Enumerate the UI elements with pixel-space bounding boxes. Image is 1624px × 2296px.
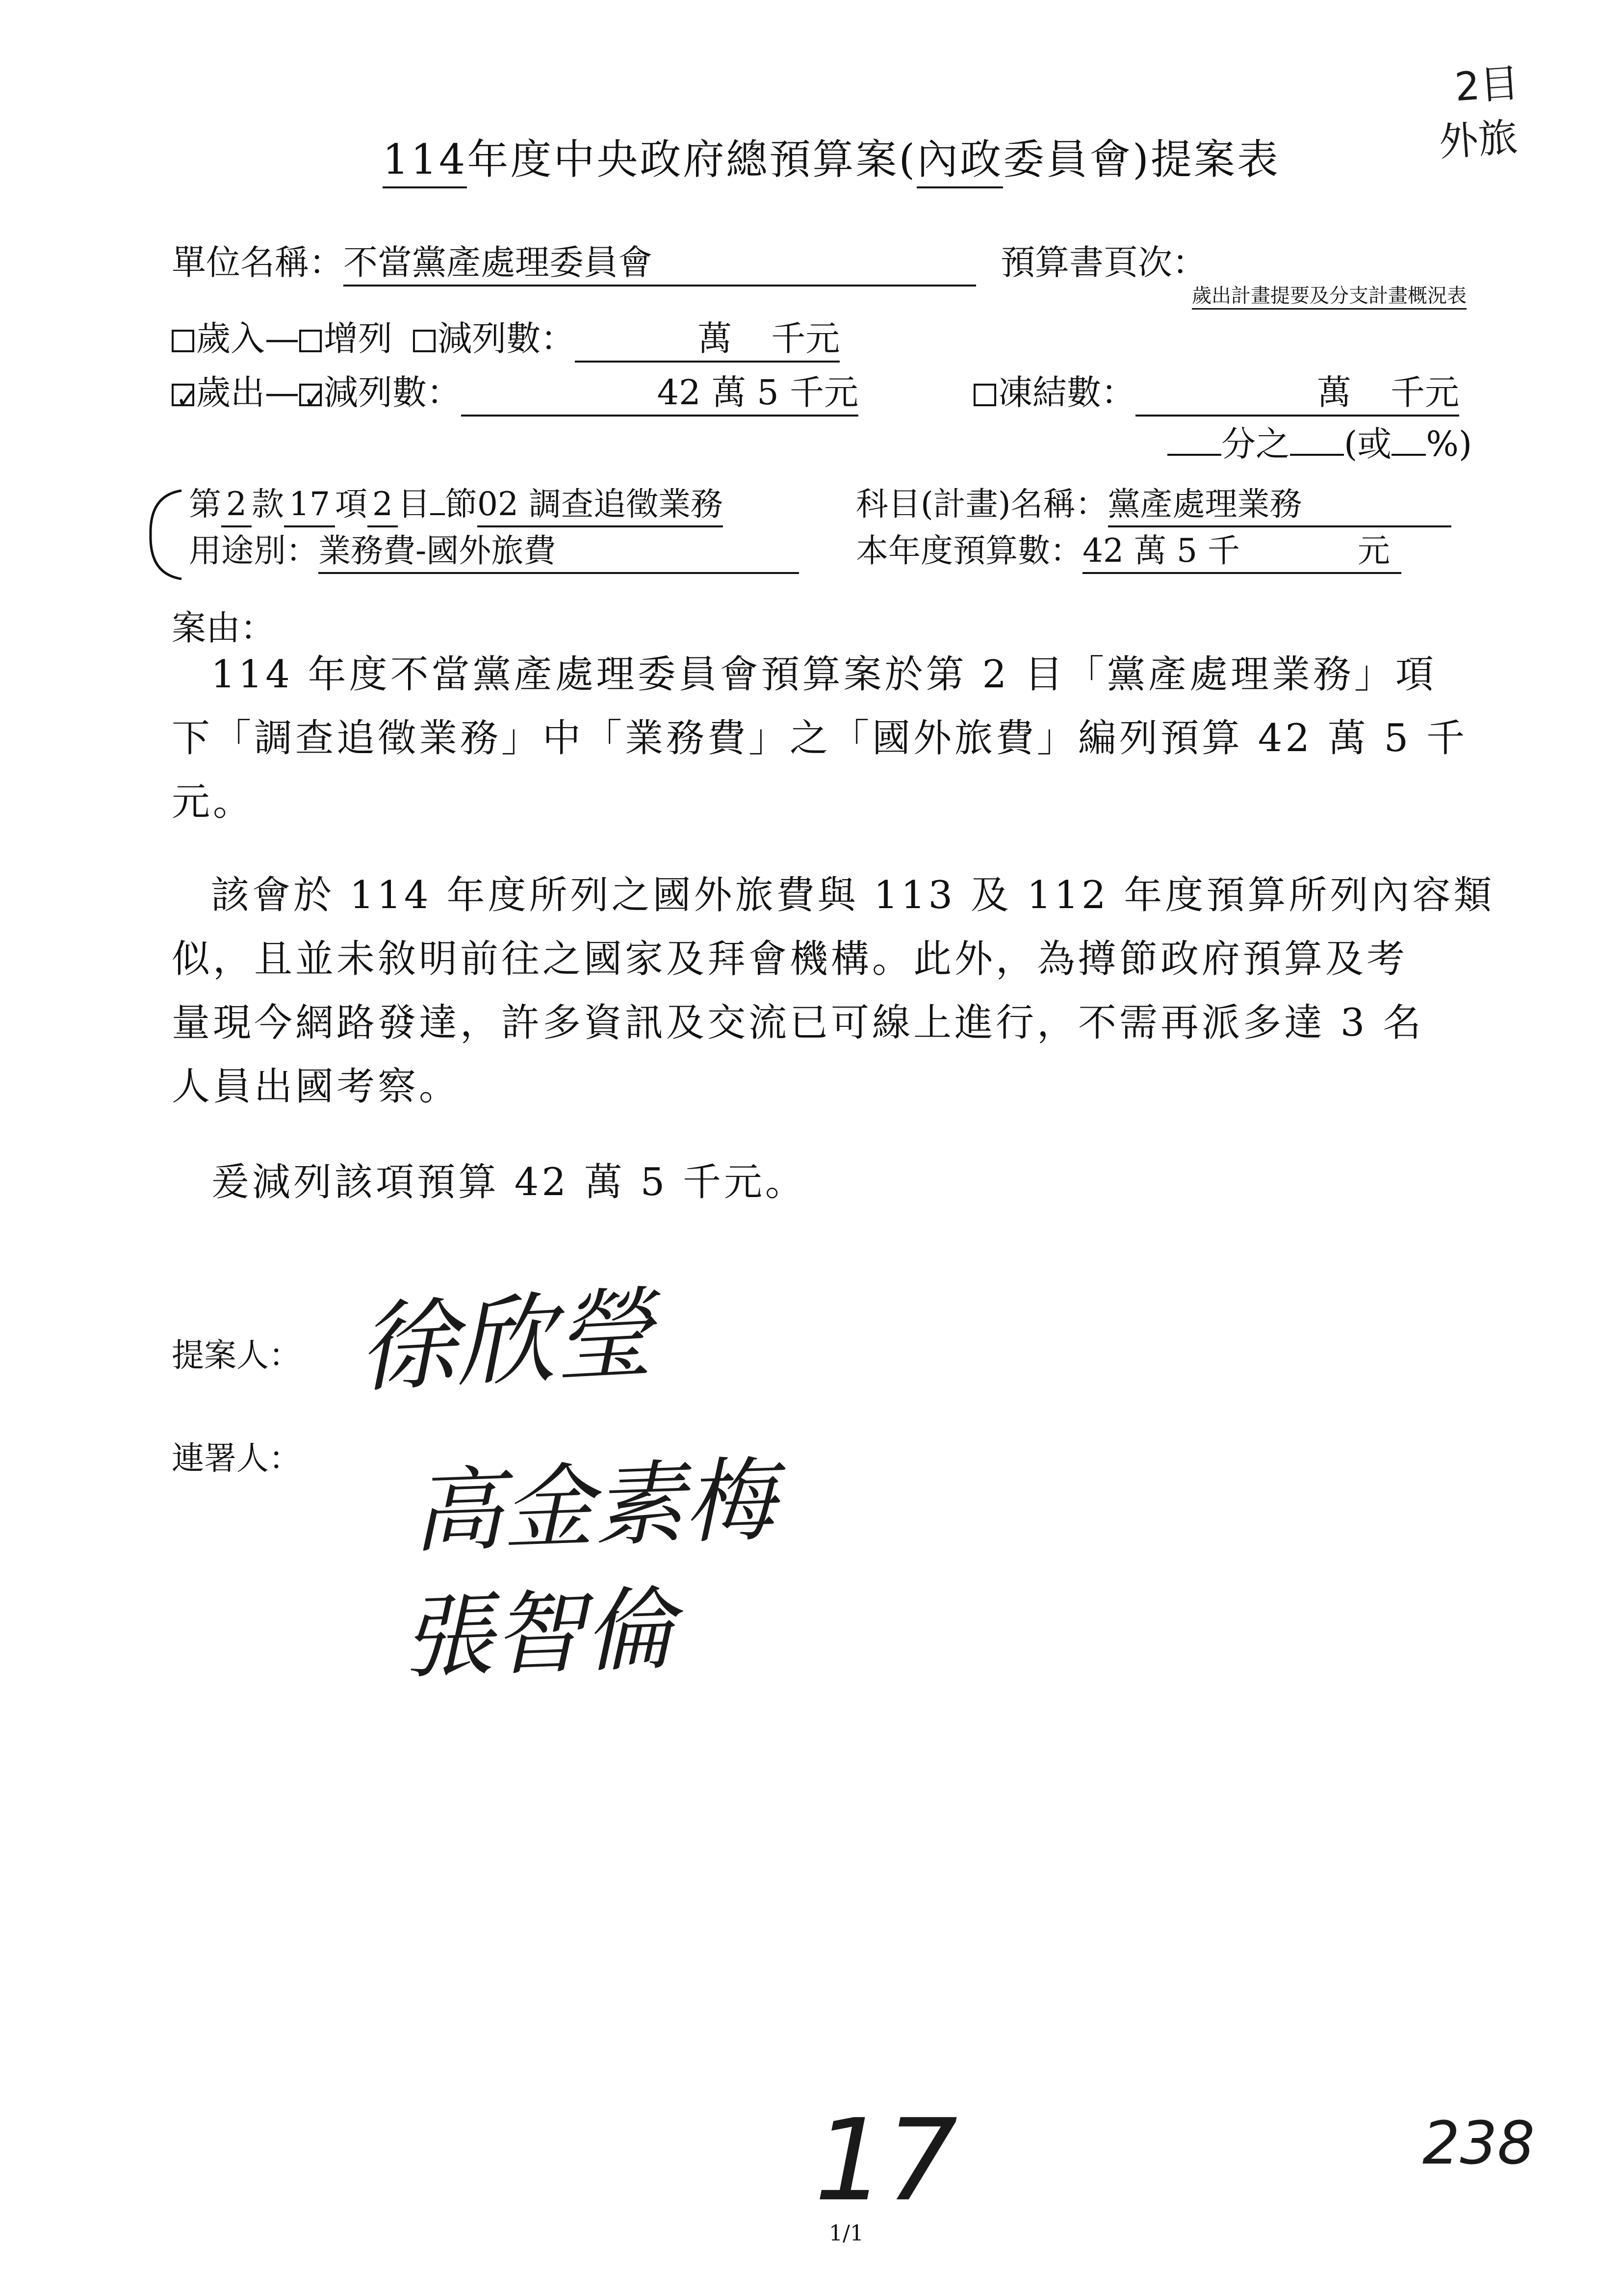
reason-p2-line1: 該會於 114 年度所列之國外旅費與 113 及 112 年度預算所列內容類 (211, 873, 1495, 917)
handwritten-page-number: 17 (814, 2095, 958, 2226)
proposer-label: 提案人： (172, 1336, 301, 1374)
unit-row (172, 240, 976, 287)
freeze-amount-blank (1135, 370, 1459, 417)
unit-label: 單位名稱： (172, 242, 343, 283)
reason-p2-line3: 量現今網路發達，許多資訊及交流已可線上進行，不需再派多達 3 名 (172, 1001, 1424, 1045)
reason-paragraph-2 (172, 863, 1495, 1119)
handwritten-corner-note (1434, 56, 1525, 169)
usage-value: 業務費-國外旅費 (318, 530, 799, 574)
item-mu: 目 (397, 485, 430, 523)
cosigner-label: 連署人： (172, 1439, 301, 1477)
expenditure-checkbox (172, 384, 194, 406)
reason-p2-line4: 人員出國考察。 (172, 1065, 461, 1109)
cosigner-signature-2: 張智倫 (400, 1576, 676, 1692)
freeze-row (974, 370, 1459, 417)
corner-note-line2: 外旅 (1437, 114, 1519, 165)
page-indicator: 1/1 (829, 2221, 864, 2246)
reason-p1-line1: 114 年度不當黨產處理委員會預算案於第 2 目「黨產處理業務」項 (211, 652, 1437, 697)
revenue-decrease-checkbox (413, 330, 436, 352)
freeze-wan: 萬 (1317, 372, 1351, 413)
revenue-qian-yuan: 千元 (771, 318, 840, 359)
item-di: 第 (189, 485, 221, 523)
handwritten-corner-number: 238 (1422, 2110, 1535, 2178)
item-jie: 節 (444, 485, 477, 523)
item-xiang-num: 17 (284, 483, 335, 527)
reason-p1-line2: 下「調查追徵業務」中「業務費」之「國外旅費」編列預算 42 萬 5 千 (172, 716, 1468, 760)
current-budget-value: 42 萬 5 千 (1083, 532, 1240, 570)
item-kuan-num: 2 (221, 483, 252, 527)
fraction-blank-1 (1167, 454, 1221, 456)
revenue-increase-label: 增列 (324, 318, 392, 359)
revenue-row (172, 316, 840, 363)
item-mu-num: 2 (367, 483, 398, 527)
revenue-increase-checkbox (299, 330, 322, 352)
freeze-checkbox (974, 384, 996, 406)
fraction-blank-2 (1290, 454, 1344, 456)
page-title (383, 132, 1280, 188)
unit-value: 不當黨產處理委員會 (343, 240, 976, 287)
reason-p2-line2: 似，且並未敘明前往之國家及拜會機構。此外，為撙節政府預算及考 (172, 937, 1408, 981)
expenditure-decrease-label: 減列數： (324, 372, 461, 413)
fraction-fen-zhi: 分之 (1221, 424, 1290, 464)
revenue-checkbox (172, 330, 194, 352)
expenditure-amount: 42 萬 5 千元 (461, 370, 858, 417)
reason-paragraph-3: 爰減列該項預算 42 萬 5 千元。 (211, 1160, 807, 1204)
proposer-signature: 徐欣瑩 (355, 1277, 655, 1407)
revenue-amount-blank (575, 316, 840, 363)
subject-label: 科目(計畫)名稱： (856, 485, 1108, 523)
title-year: 114 (383, 132, 467, 188)
subject-value: 黨產處理業務 (1108, 483, 1451, 527)
fraction-row (1167, 422, 1472, 466)
fraction-percent: %) (1426, 424, 1472, 464)
current-budget-label: 本年度預算數： (856, 532, 1083, 570)
title-text1: 年度中央政府總預算案( (467, 135, 917, 183)
freeze-qian-yuan: 千元 (1391, 372, 1459, 413)
item-jie-blank (430, 513, 445, 515)
budget-page-label: 預算書頁次： (1001, 242, 1207, 283)
item-kuan: 款 (252, 485, 284, 523)
revenue-decrease-label: 減列數： (438, 318, 575, 359)
freeze-label: 凍結數： (998, 372, 1135, 413)
current-budget-row (856, 530, 1401, 574)
cosigner-signature-1: 高金素梅 (410, 1447, 777, 1565)
fraction-blank-3 (1392, 454, 1426, 456)
revenue-wan: 萬 (697, 318, 732, 359)
expenditure-label: 歲出— (196, 372, 299, 413)
item-row (189, 483, 723, 527)
usage-row (189, 530, 799, 574)
reason-label: 案由： (172, 608, 275, 648)
revenue-label: 歲入— (196, 318, 299, 359)
expenditure-row (172, 370, 858, 417)
budget-page-note: 歲出計畫提要及分支計畫概況表 (1192, 284, 1467, 310)
expenditure-decrease-checkbox (299, 384, 322, 406)
reason-paragraph-1 (172, 643, 1468, 834)
current-budget-value-line (1083, 530, 1401, 574)
item-xiang: 項 (335, 485, 367, 523)
left-bracket (145, 486, 184, 584)
subject-row (856, 483, 1451, 527)
title-text2: 委員會)提案表 (1003, 135, 1280, 183)
current-budget-yuan: 元 (1357, 532, 1390, 570)
fraction-huo: (或 (1344, 424, 1392, 464)
reason-p1-line3: 元。 (172, 780, 255, 824)
title-committee: 內政 (917, 132, 1003, 188)
item-jie-num: 02 調查追徵業務 (477, 483, 723, 527)
corner-note-line1: 2目 (1453, 60, 1521, 110)
usage-label: 用途別： (189, 532, 318, 570)
